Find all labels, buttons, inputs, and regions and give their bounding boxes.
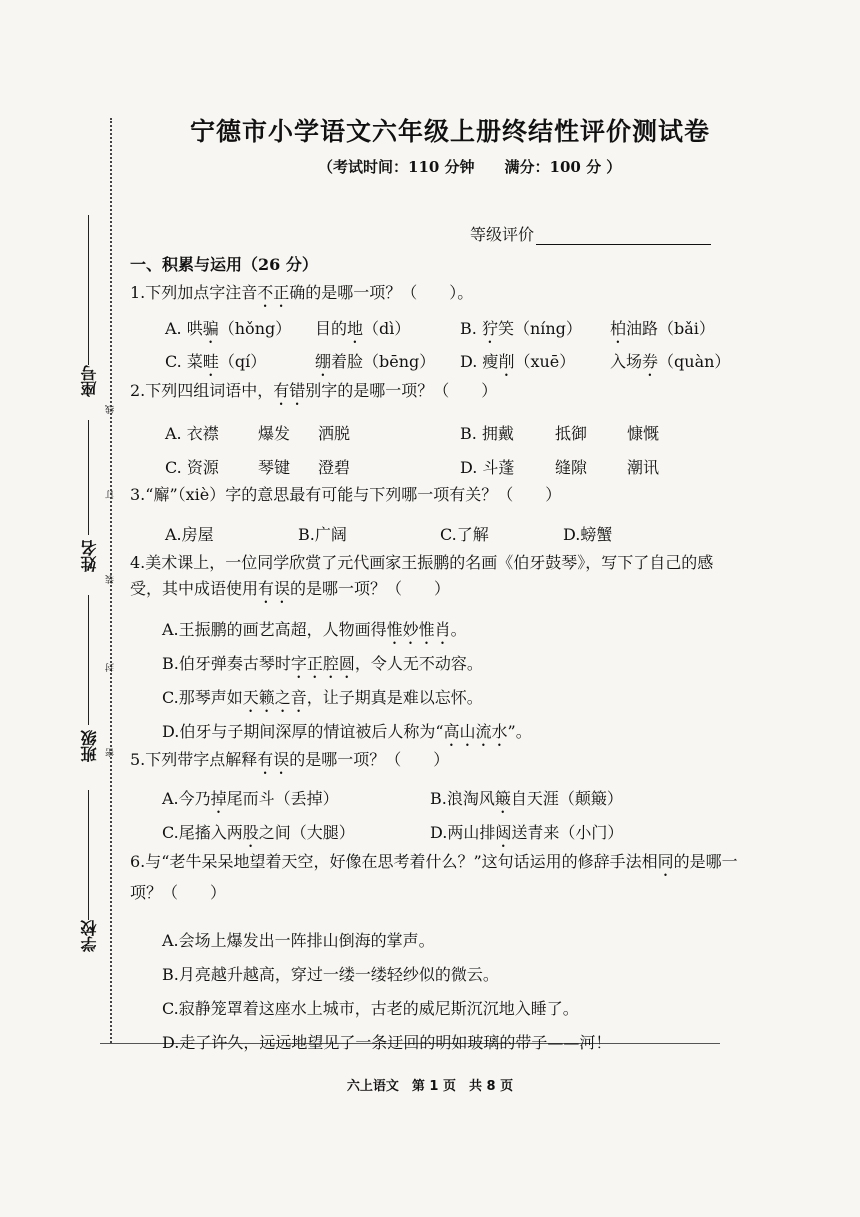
q2-option: B. 拥戴 xyxy=(460,424,514,443)
question-4-stem: 4.美术课上，一位同学欣赏了元代画家王振鹏的名画《伯牙鼓琴》，写下了自己的感受，其中成语使用有误的是哪一项？（ ） xyxy=(130,553,714,598)
q2-option: D. 斗蓬 xyxy=(460,458,515,477)
exam-info: （考试时间：110 分钟 满分：100 分 ） xyxy=(318,158,622,176)
q2-option: 琴键 xyxy=(258,458,291,477)
seat-line xyxy=(88,215,89,365)
question-6-stem: 6.与“老牛呆呆地望着天空，好像在思考着什么？”这句话运用的修辞手法相同的是哪一项？（ ） xyxy=(130,852,738,902)
q5-option-d: D.两山排闼送青来（小门） xyxy=(430,823,624,842)
q2-option: C. 资源 xyxy=(165,458,219,477)
q6-option-a: A.会场上爆发出一阵排山倒海的掌声。 xyxy=(162,931,435,950)
binding-char: 线 xyxy=(106,405,116,414)
q3-option-b: B.广阔 xyxy=(298,525,347,544)
q2-option: 缝隙 xyxy=(555,458,588,477)
q1-option-d: D. 瘦削（xuē） xyxy=(460,352,576,371)
q6-option-b: B.月亮越升越高，穿过一缕一缕轻纱似的微云。 xyxy=(162,965,499,984)
q3-option-a: A.房屋 xyxy=(165,525,214,544)
q4-option-c: C.那琴声如天籁之音，让子期真是难以忘怀。 xyxy=(162,688,483,707)
binding-char: 封 xyxy=(106,663,116,672)
q4-option-d: D.伯牙与子期间深厚的情谊被后人称为“高山流水”。 xyxy=(162,722,532,741)
binding-char: 订 xyxy=(106,490,116,499)
grade-evaluation xyxy=(470,222,711,245)
q2-option: 澄碧 xyxy=(318,458,351,477)
school-line xyxy=(88,790,89,920)
binding-char: 密 xyxy=(106,748,116,757)
page-footer: 六上语文 第 1 页 共 8 页 xyxy=(346,1079,514,1094)
q1-option-b2: 柏油路（bǎi） xyxy=(610,319,715,338)
name-line xyxy=(88,420,89,535)
q5-option-b: B.浪淘风簸自天涯（颠簸） xyxy=(430,789,623,808)
q2-option: 慷慨 xyxy=(627,424,660,443)
q4-option-a: A.王振鹏的画艺高超，人物画得惟妙惟肖。 xyxy=(162,620,467,639)
q5-option-a: A.今乃掉尾而斗（丢掉） xyxy=(162,789,339,808)
question-1-stem: 1.下列加点字注音不正确的是哪一项？（ ）。 xyxy=(130,283,474,302)
q4-option-b: B.伯牙弹奏古琴时字正腔圆，令人无不动容。 xyxy=(162,654,483,673)
question-5-stem: 5.下列带字点解释有误的是哪一项？（ ） xyxy=(130,750,450,769)
q1-option-c2: 绷着脸（bēng） xyxy=(315,352,436,371)
page-title: 宁德市小学语文六年级上册终结性评价测试卷 xyxy=(189,117,710,146)
q1-option-b: B. 狞笑（níng） xyxy=(460,319,582,338)
school-label: 学校 xyxy=(80,920,99,952)
question-3-stem: 3.“廨”（xiè）字的意思最有可能与下列哪一项有关？（ ） xyxy=(130,485,562,504)
q5-option-c: C.尾搐入两股之间（大腿） xyxy=(162,823,355,842)
q1-option-c: C. 菜畦（qí） xyxy=(165,352,267,371)
q3-option-c: C.了解 xyxy=(440,525,489,544)
q2-option: A. 衣襟 xyxy=(165,424,219,443)
class-line xyxy=(88,595,89,725)
q3-option-d: D.螃蟹 xyxy=(563,525,613,544)
q2-option: 抵御 xyxy=(555,424,588,443)
q2-option: 潮讯 xyxy=(627,458,660,477)
class-label: 班级 xyxy=(80,730,99,762)
question-2-stem: 2.下列四组词语中，有错别字的是哪一项？（ ） xyxy=(130,381,498,400)
grade-label: 等级评价 xyxy=(470,225,535,244)
q1-option-d2: 入场券（quàn） xyxy=(610,352,731,371)
q1-option-a2: 目的地（dì） xyxy=(315,319,411,338)
q2-option: 洒脱 xyxy=(318,424,351,443)
binding-char: 装 xyxy=(106,575,116,584)
q1-option-a: A. 哄骗（hǒng） xyxy=(165,319,292,338)
seat-label: 座号 xyxy=(80,365,99,397)
section-heading: 一、积累与运用（26 分） xyxy=(130,255,318,274)
q6-option-d: D.走了许久，远远地望见了一条迂回的明如玻璃的带子——河！ xyxy=(162,1033,612,1052)
q2-option: 爆发 xyxy=(258,424,291,443)
q6-option-c: C.寂静笼罩着这座水上城市，古老的威尼斯沉沉地入睡了。 xyxy=(162,999,579,1018)
grade-blank[interactable] xyxy=(536,230,711,245)
name-label: 姓名 xyxy=(80,540,99,572)
